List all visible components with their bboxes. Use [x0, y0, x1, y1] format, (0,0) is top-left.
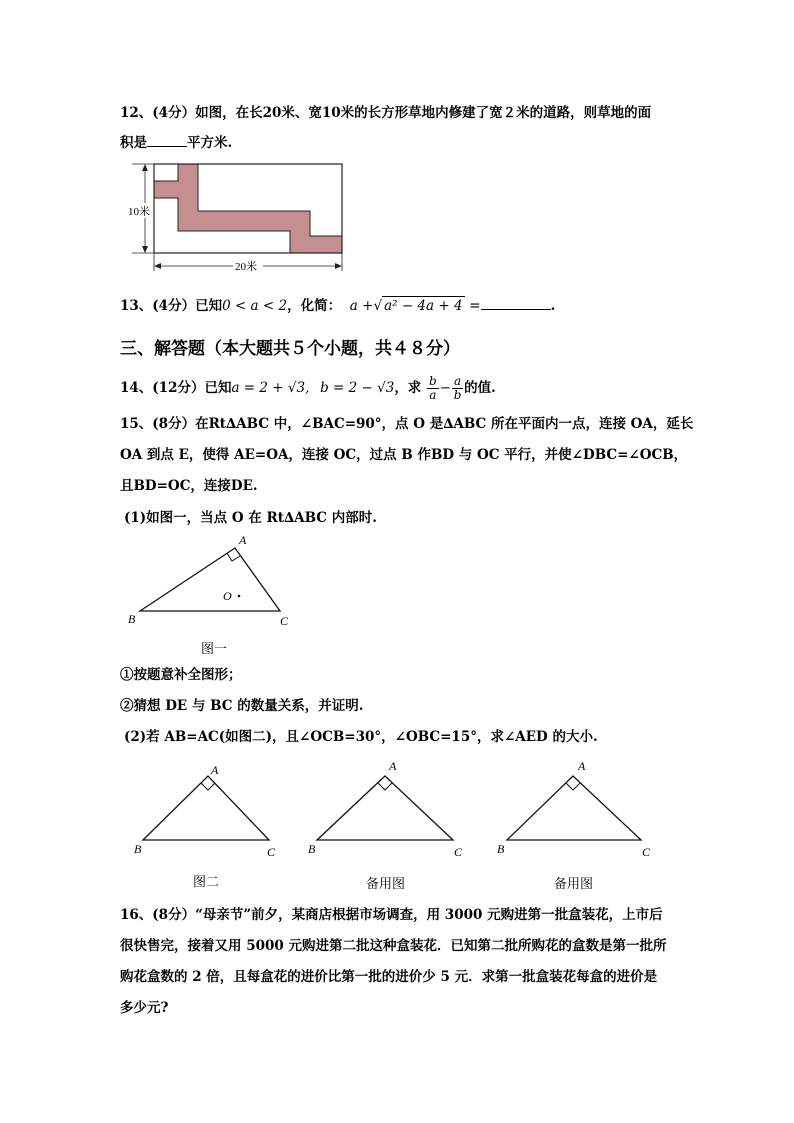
q15-sub2: ②猜想 DE 与 BC 的数量关系，并证明. [120, 698, 364, 714]
q16-line4: 多少元? [120, 1000, 169, 1016]
q13-mid: ，化简： [287, 298, 342, 314]
q14-mid: ，求 [394, 380, 422, 396]
q12-line2 [120, 134, 232, 152]
fig2-label-A: A [211, 763, 219, 777]
q13-radicand: a² − 4a + 4 [384, 298, 463, 314]
q14-minus: − [439, 380, 452, 396]
q15-part1: (1)如图一，当点 O 在 Rt∆ABC 内部时. [124, 510, 377, 526]
q16-line3: 购花盒数的 2 倍，且每盒花的进价比第一批的进价少 5 元．求第一批盒装花每盒的进价是 [120, 969, 658, 985]
fig3-label-B: B [308, 842, 316, 856]
figure-1-triangle [125, 532, 305, 632]
fig3-label-C: C [454, 845, 463, 859]
figure-2-triangle [130, 760, 290, 865]
figure-3-backup-triangle [305, 760, 470, 865]
figure-4-backup-triangle [495, 760, 660, 865]
q14-b-expr: b = 2 − √3 [320, 380, 395, 396]
q13-line: 13、(4分）已知0 < a < 2，化简： a +√ a² − 4a + 4 = . [120, 298, 556, 314]
fig1-label-C: C [280, 614, 289, 628]
fig4-label-A: A [578, 759, 586, 773]
q13-answer-blank [481, 309, 551, 310]
figure-4-caption: 备用图 [554, 877, 594, 892]
q12-rectangle-figure [125, 158, 350, 280]
section-3-title: 三、解答题（本大题共５个小题，共４８分） [120, 339, 460, 359]
fig1-label-B: B [128, 612, 136, 626]
figure-2-caption: 图二 [193, 875, 220, 890]
q12-answer-blank [147, 146, 187, 147]
q13-suffix: . [550, 298, 556, 314]
q13-equals: = [469, 298, 481, 314]
q13-condition: 0 < a < 2 [222, 298, 288, 314]
q15-line2: OA 到点 E，使得 AE=OA，连接 OC，过点 B 作BD 与 OC 平行，并使∠DBC=∠OCB， [120, 447, 688, 463]
fig2-label-C: C [267, 845, 276, 859]
fig2-label-B: B [134, 842, 142, 856]
fig1-label-O: O [223, 589, 232, 603]
height-label: 10米 [128, 206, 150, 218]
q15-sub1: ①按题意补全图形； [120, 667, 242, 683]
q16-line2: 很快售完，接着又用 5000 元购进第二批这种盒装花．已知第二批所购花的盒数是第一批所 [120, 938, 667, 954]
fig4-label-B: B [497, 842, 505, 856]
q14-prefix: 14、(12分）已知 [120, 380, 232, 396]
fig4-label-C: C [642, 845, 651, 859]
q12-line1: 12、(4分）如图，在长20米、宽10米的长方形草地内修建了宽２米的道路，则草地的面 [120, 105, 652, 121]
figure-3-caption: 备用图 [366, 877, 406, 892]
q14-a-expr: a = 2 + √3, [231, 380, 310, 396]
fig3-label-A: A [389, 759, 397, 773]
q14-line [120, 375, 496, 402]
q13-expr-a: a + [349, 298, 374, 314]
width-label: 20米 [235, 261, 257, 273]
q15-line1: 15、(8分）在Rt∆ABC 中，∠BAC=90°，点 O 是∆ABC 所在平面内一点，连接 OA，延长 [120, 416, 694, 432]
q15-part2: (2)若 AB=AC(如图二)，且∠OCB=30°，∠OBC=15°，求∠AED 的大小. [124, 729, 598, 745]
road-path [154, 164, 342, 253]
q14-fraction-b-over-a: $\frac{b}{a}$ [429, 374, 437, 402]
figure-1-caption: 图一 [201, 642, 228, 657]
q12-line2-before: 积是 [120, 135, 147, 151]
q14-fraction-a-over-b: $\frac{a}{b}$ [453, 374, 462, 402]
q15-line3: 且BD=OC，连接DE. [120, 478, 258, 494]
q13-prefix: 13、(4分）已知 [120, 298, 223, 314]
q12-line2-after: 平方米. [187, 135, 233, 151]
fig1-label-A: A [239, 533, 247, 547]
q14-suffix: 的值. [464, 380, 496, 396]
q16-line1: 16、(8分）“母亲节”前夕，某商店根据市场调查，用 3000 元购进第一批盒装花，上市后 [120, 907, 663, 923]
